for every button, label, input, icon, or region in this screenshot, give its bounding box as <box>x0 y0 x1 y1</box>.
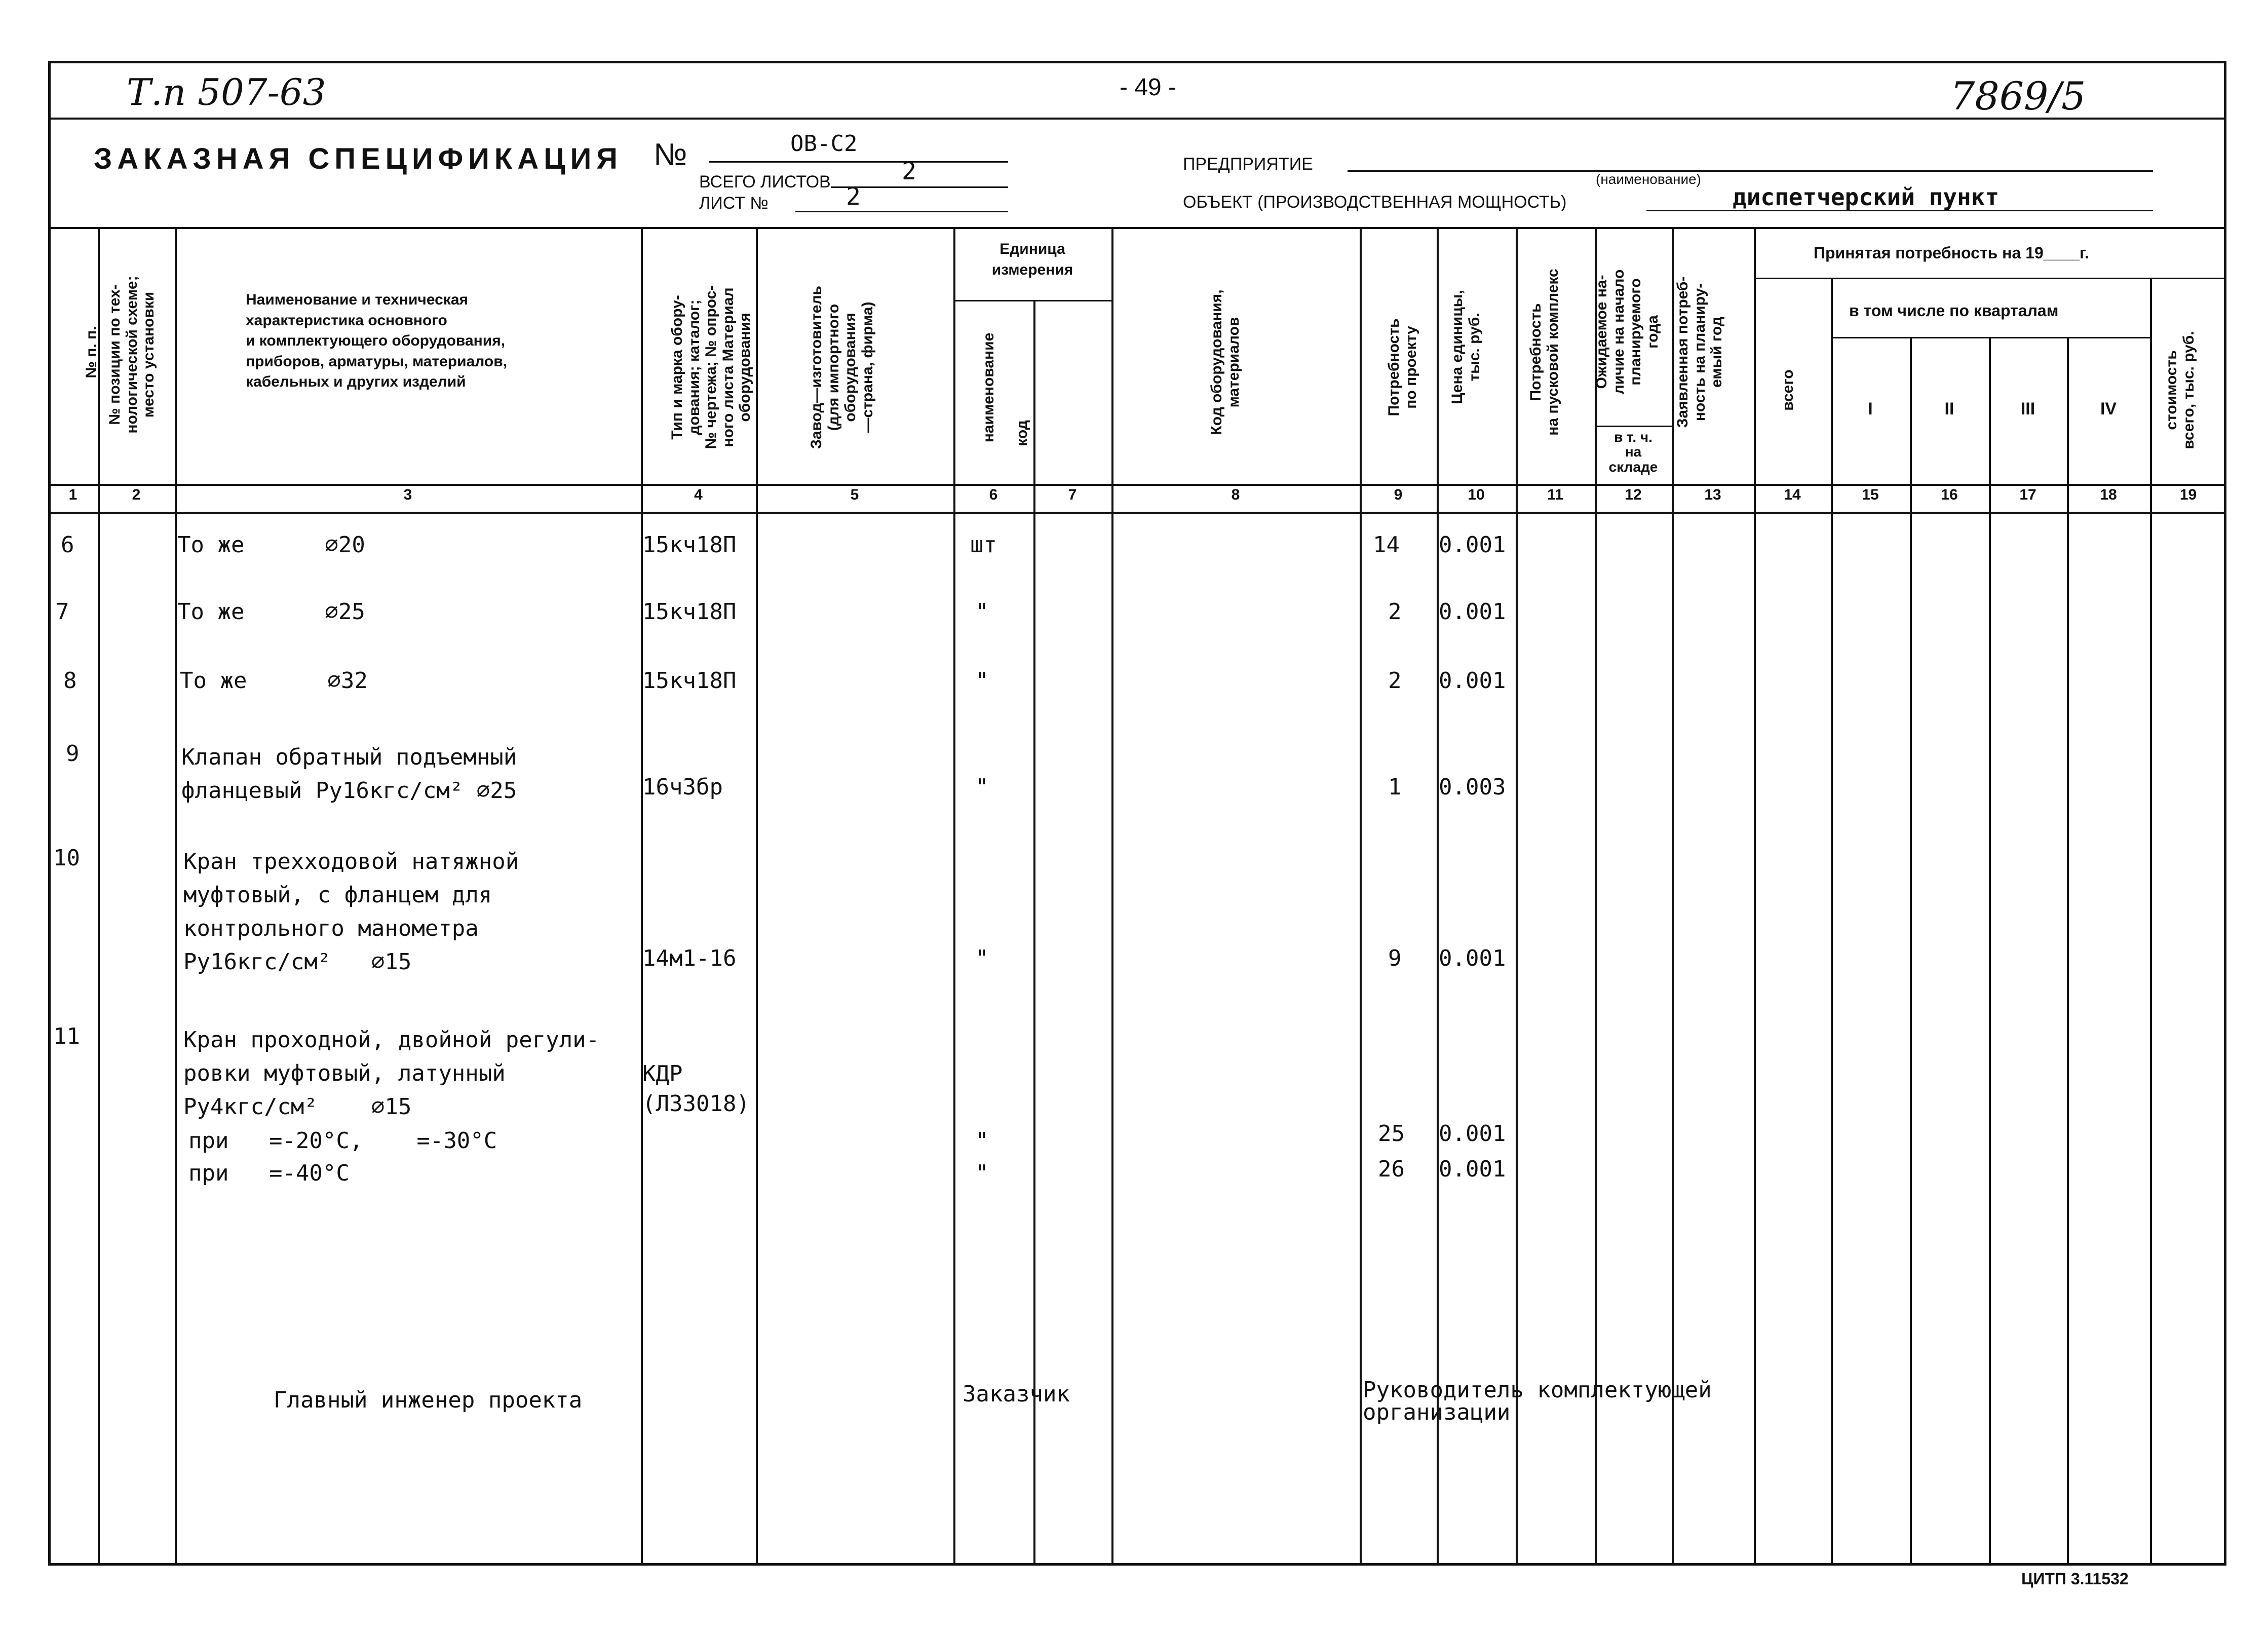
hdr-unit-group: Единица измерения <box>991 241 1073 278</box>
hdr-c6: наименование <box>980 332 997 443</box>
col-line-15 <box>1910 337 1912 1566</box>
row-10-type: 14м1-16 <box>642 945 737 971</box>
col-line-16 <box>1989 337 1991 1566</box>
hdr-q3: III <box>2020 399 2035 419</box>
colnum-12: 12 <box>1625 486 1642 503</box>
row-6-type: 15кч18П <box>642 532 737 558</box>
row-9-unit: " <box>975 774 989 800</box>
object-label: ОБЪЕКТ (ПРОИЗВОДСТВЕННАЯ МОЩНОСТЬ) <box>1183 193 1567 212</box>
hdr-c8: Код оборудования, материалов <box>1208 289 1242 435</box>
colnum-13: 13 <box>1704 486 1721 503</box>
col-line-3 <box>641 227 643 1566</box>
col-line-8 <box>1360 227 1362 1566</box>
row-11-n: 11 <box>53 1023 80 1049</box>
row-8-type: 15кч18П <box>642 668 737 694</box>
colnum-bottom-line <box>48 512 2226 514</box>
table-top-line <box>48 227 2226 229</box>
colnum-6: 6 <box>989 486 998 503</box>
col-line-11 <box>1595 227 1597 1566</box>
signature-head: Руководитель комплектующей организации <box>1363 1377 1712 1425</box>
hdr-c2: № позиции по тех- нологической схеме; место установки <box>106 276 158 434</box>
col-line-18 <box>2150 278 2152 1566</box>
subrow-1-name: при =-20°С, =-30°С <box>188 1128 497 1154</box>
sheet-no-line <box>795 211 1008 212</box>
colnum-5: 5 <box>850 486 859 503</box>
hdr-c4: Тип и марка обору- дования; каталог; № чертежа; № опрос- ного листа Материал оборудования <box>669 285 754 449</box>
colnum-11: 11 <box>1547 486 1563 503</box>
row-9-name: Клапан обратный подъемный фланцевый Ру16кгс/см² ∅25 <box>181 744 517 804</box>
hdr-c11: Потребность на пусковой комплекс <box>1527 269 1561 436</box>
row-6-qty: 14 <box>1373 532 1400 558</box>
col-line-7 <box>1111 227 1113 1566</box>
hdr-c13: Заявленная потреб- ность на планиру- емый год <box>1674 276 1725 428</box>
page-number: - 49 - <box>1120 74 1177 101</box>
subrow-2-name: при =-40°С <box>188 1160 350 1186</box>
row-9-qty: 1 <box>1388 774 1402 800</box>
spec-number-line <box>709 161 1008 163</box>
hdr-c12b: в т. ч. на складе <box>1608 429 1658 475</box>
col-line-13 <box>1754 227 1756 1566</box>
hdr-q1: I <box>1868 399 1873 419</box>
colnum-18: 18 <box>2100 486 2117 503</box>
subrow-1-unit: " <box>975 1128 989 1154</box>
hdr-accepted: Принятая потребность на 19____г. <box>1814 244 2089 262</box>
colnum-7: 7 <box>1068 486 1077 503</box>
spec-no-label: № <box>654 137 687 172</box>
row-11-name: Кран проходной, двойной регули- ровки муфтовый, латунный Ру4кгс/см² ∅15 <box>183 1027 600 1120</box>
enterprise-label: ПРЕДПРИЯТИЕ <box>1183 155 1313 174</box>
c12-split-line <box>1595 426 1672 427</box>
colnum-15: 15 <box>1862 486 1879 503</box>
row-8-n: 8 <box>63 668 77 694</box>
sheet-no: 2 <box>846 182 861 211</box>
row-6-price: 0.001 <box>1439 532 1506 558</box>
col-line-2 <box>175 227 177 1566</box>
row-8-qty: 2 <box>1388 668 1402 694</box>
hdr-c5: Завод—изготовитель (для импортного оборудования —страна, фирма) <box>808 286 876 449</box>
outer-frame <box>48 61 2226 1566</box>
col-line-14 <box>1831 278 1833 1566</box>
colnum-9: 9 <box>1394 486 1403 503</box>
colnum-17: 17 <box>2019 486 2036 503</box>
hdr-c1: № п. п. <box>83 326 100 378</box>
hdr-quarters: в том числе по кварталам <box>1849 301 2059 320</box>
colnum-10: 10 <box>1468 486 1485 503</box>
colnum-2: 2 <box>132 486 141 503</box>
hdr-c12: Ожидаемое на- личие на начало планируемого года <box>1593 269 1661 395</box>
sheet-label: ЛИСТ № <box>699 194 768 213</box>
row-7-price: 0.001 <box>1439 599 1506 625</box>
signature-chief: Главный инженер проекта <box>274 1387 583 1413</box>
col-line-12 <box>1672 227 1674 1566</box>
colnum-14: 14 <box>1784 486 1801 503</box>
object-line <box>1646 210 2153 211</box>
hdr-c3: Наименование и техническая характеристика основного и комплектующего оборудования, приборов, арматуры, материалов, кабельных и других изделий <box>246 291 508 390</box>
colnum-16: 16 <box>1941 486 1958 503</box>
subrow-1-price: 0.001 <box>1439 1121 1506 1147</box>
top-left-code: Т.п 507-63 <box>127 71 326 113</box>
row-7-type: 15кч18П <box>642 599 737 625</box>
hdr-c14: всего <box>1780 369 1796 411</box>
hdr-q2: II <box>1944 399 1954 419</box>
object-value: диспетчерский пункт <box>1733 183 2000 211</box>
row-6-n: 6 <box>61 532 74 558</box>
enterprise-line <box>1348 170 2153 172</box>
title: ЗАКАЗНАЯ СПЕЦИФИКАЦИЯ <box>94 142 623 175</box>
hdr-c19: стоимость всего, тыс. руб. <box>2163 331 2197 449</box>
unit-group-line <box>953 300 1111 301</box>
row-8-unit: " <box>975 668 989 694</box>
row-10-qty: 9 <box>1388 945 1402 971</box>
top-band-line <box>48 118 2226 120</box>
row-8-price: 0.001 <box>1439 668 1506 694</box>
subrow-1-qty: 25 <box>1378 1121 1405 1147</box>
row-6-unit: шт <box>970 532 997 558</box>
col-line-17 <box>2067 337 2069 1566</box>
row-7-unit: " <box>975 599 989 625</box>
row-7-n: 7 <box>56 599 69 625</box>
row-11-type: КДР (ЛЗ3018) <box>642 1061 750 1117</box>
hdr-q4: IV <box>2100 399 2117 419</box>
hdr-c10: Цена единицы, тыс. руб. <box>1449 290 1483 404</box>
row-10-n: 10 <box>53 845 80 871</box>
col-line-5 <box>953 227 955 1566</box>
row-9-type: 16ч3бр <box>642 774 723 800</box>
row-7-name: То же ∅25 <box>177 599 365 625</box>
hdr-c9: Потребность по проекту <box>1386 318 1419 416</box>
colnum-8: 8 <box>1231 486 1240 503</box>
spec-number: ОВ-С2 <box>790 131 858 157</box>
row-10-price: 0.001 <box>1439 945 1506 971</box>
colnum-19: 19 <box>2179 486 2197 503</box>
row-6-name: То же ∅20 <box>177 532 365 558</box>
row-10-unit: " <box>975 945 989 971</box>
row-10-name: Кран трехходовой натяжной муфтовый, с фланцем для контрольного манометра Ру16кгс/см² ∅15 <box>183 849 519 975</box>
subrow-2-unit: " <box>975 1160 989 1186</box>
colnum-3: 3 <box>403 486 412 503</box>
colnum-4: 4 <box>694 486 703 503</box>
row-9-n: 9 <box>66 741 80 767</box>
hdr-c7: код <box>1014 420 1030 446</box>
doc-number: 7869/5 <box>1950 73 2086 119</box>
sheets-total-label: ВСЕГО ЛИСТОВ <box>699 172 831 192</box>
signature-customer: Заказчик <box>963 1381 1070 1407</box>
subrow-2-qty: 26 <box>1378 1156 1405 1182</box>
footer-code: ЦИТП 3.11532 <box>2021 1570 2129 1588</box>
row-9-price: 0.003 <box>1439 774 1506 800</box>
colnum-1: 1 <box>68 486 78 503</box>
col-line-10 <box>1516 227 1518 1566</box>
row-8-name: То же ∅32 <box>180 668 368 694</box>
sheets-total: 2 <box>902 157 916 185</box>
colnum-top-line <box>48 484 2226 486</box>
name-caption: (наименование) <box>1596 171 1701 187</box>
subrow-2-price: 0.001 <box>1439 1156 1506 1182</box>
row-7-qty: 2 <box>1388 599 1402 625</box>
accepted-line <box>1754 278 2225 279</box>
